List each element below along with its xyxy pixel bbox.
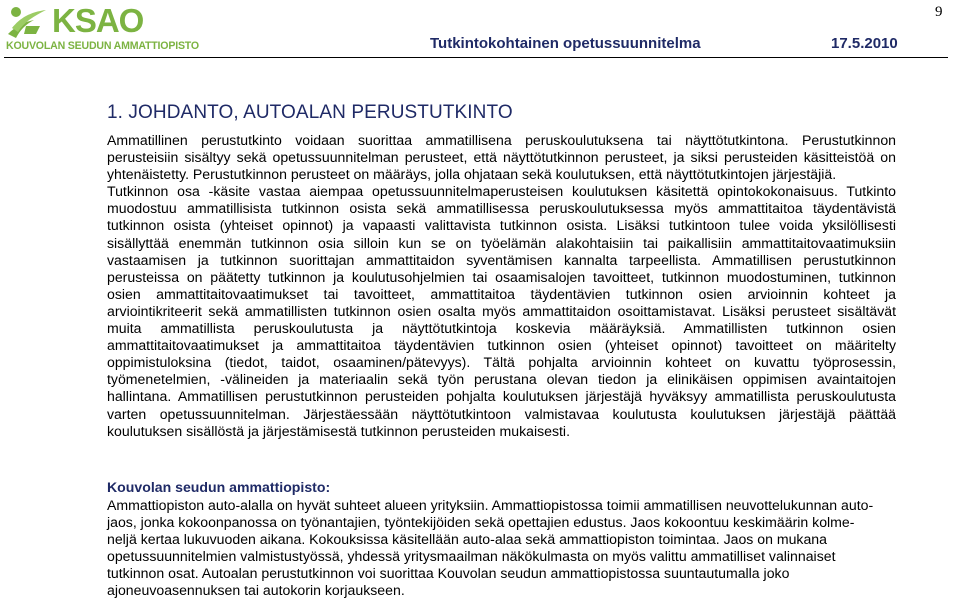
paragraph-line: ammattitaitovaatimukset ja ammattitaitoa täydentävien tutkinnon osien (yhteiset opinnot) tavoitteet on määritelty (107, 337, 896, 354)
paragraph-line: työmenetelmien, -välineiden ja materiaalin sekä työn perustana olevan tiedon ja elinikäisen oppimisen avaintaitojen (107, 371, 896, 388)
paragraph-line: vastaamisen ja tutkinnon suorittajan ammattitaidon syventämisen kannalta tarpeellista. Ammatillisen perustutkinnon (107, 251, 896, 268)
paragraph-line: ajoneuvoasennuksen tai autokorin korjaukseen. (107, 582, 405, 599)
paragraph-line: muodostuu ammatillisista tutkinnon osista sekä ammatillisessa peruskoulutuksessa myös ammattitaitoa täydentävistä (107, 200, 896, 217)
logo-subtitle: KOUVOLAN SEUDUN AMMATTIOPISTO (6, 40, 199, 52)
section-heading: 1. JOHDANTO, AUTOALAN PERUSTUTKINTO (107, 102, 513, 123)
paragraph-line: Tutkinnon osa -käsite vastaa aiempaa opetussuunnitelmaperusteisen koulutuksen käsitettä opintokokonaisuus. Tutkinto (107, 183, 896, 200)
paragraph-line: oppimistuloksina (tiedot, taidot, osaaminen/pätevyys). Tältä pohjalta arvioinnin kohteet on kuvattu työprosessin, (107, 354, 896, 371)
header-divider (4, 57, 948, 58)
ksao-logo-mark-icon (6, 4, 54, 40)
paragraph-line: perusteissa on päätetty tutkinnon ja koulutusohjelmien tai osaamisalojen tavoitteet, tutkinnon muodostuminen, tutkinnon (107, 268, 896, 285)
paragraph-line: jaos, jonka kokoonpanossa on työnantajien, työntekijöiden sekä opettajien edustus. Jaos kokoontuu keskimäärin kolme- (107, 514, 855, 531)
document-title: Tutkintokohtainen opetussuunnitelma (430, 35, 701, 52)
paragraph-line: perusteisiin sisältyy sekä opetussuunnitelman perusteet, että näyttötutkinnon perusteet, ja siksi perusteiden käsitteistöä on (107, 149, 896, 166)
paragraph-line: Ammattiopiston auto-alalla on hyvät suhteet alueen yrityksiin. Ammattiopistossa toimii ammatillisen neuvottelukunnan auto- (107, 497, 874, 513)
paragraph-ksao (107, 497, 896, 600)
paragraph-intro (107, 132, 896, 440)
paragraph-line: yhtenäistetty. Perustutkinnon perusteet on määräys, jolla ohjataan sekä koulutuksen, että näyttötutkintojen järjestäjiä. (107, 166, 837, 183)
paragraph-line: tutkinnon osat. Autoalan perustutkinnon voi suorittaa Kouvolan seudun ammattiopistossa suuntautumalla joko (107, 565, 790, 582)
paragraph-line: osien ammattitaitovaatimukset tai tavoitteet, ammattitaitoa täydentävien tutkinnon osien arvioinnin kohteet ja (107, 285, 896, 302)
ksao-logo (6, 4, 242, 54)
paragraph-line: muita ammatillista peruskoulutusta ja näyttötutkintoja koskevia määräyksiä. Ammatillisten tutkinnon osien (107, 320, 896, 337)
section-subtitle: Kouvolan seudun ammattiopisto: (107, 479, 331, 495)
paragraph-line: opetussuunnitelmien valmistustyössä, yhdessä yritysmaailman näkökulmasta on myös valittu ammatilliset valinnaiset (107, 548, 836, 565)
logo-wordmark: KSAO (52, 2, 144, 39)
paragraph-line: arviointikriteerit sekä ammatillisten tutkinnon osien osalta myös ammattitaidon osoittamistavat. Lisäksi perusteet sisältävät (107, 302, 896, 319)
paragraph-line: koulutuksen sisällöstä ja järjestämisestä tutkinnon perusteiden mukaisesti. (107, 422, 570, 439)
paragraph-line: neljä kertaa lukuvuoden aikana. Kokouksissa käsitellään auto-alaa sekä ammattiopiston toimintaa. Jaos on mukana (107, 531, 827, 548)
paragraph-line: Ammatillinen perustutkinto voidaan suorittaa ammatillisena peruskoulutuksena tai näyttötutkintona. Perustutkinnon (107, 132, 896, 148)
paragraph-line: tutkinnon osista (yhteiset opinnot) ja vapaasti valittavista tutkinnon osista. Lisäksi tutkintoon tulee voida yksilöllisesti (107, 217, 896, 234)
paragraph-line: varten opetussuunnitelman. Järjestäessään näyttötutkintoon valmistavaa koulutusta koulutuksen järjestäjä päättää (107, 405, 896, 422)
document-date: 17.5.2010 (831, 35, 898, 52)
paragraph-line: hallintana. Ammatillisen perustutkinnon perusteiden pohjalta koulutuksen järjestäjä hyväksyy ammatillista peruskoulutusta (107, 388, 896, 405)
page-number: 9 (935, 4, 943, 20)
paragraph-line: sisällyttää enemmän tutkinnon osia silloin kun se on työelämän alakohtaisiin tai paikallisiin ammattitaitovaatimuksiin (107, 234, 896, 251)
